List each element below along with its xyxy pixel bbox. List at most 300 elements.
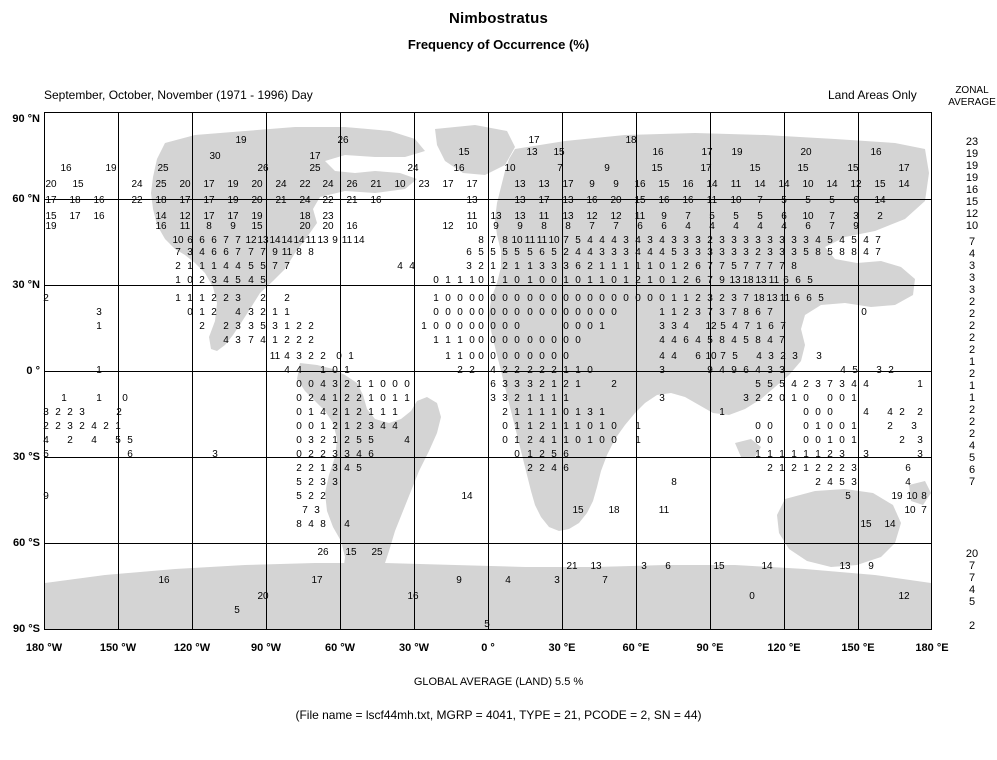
grid-cell-value: 4 <box>709 221 715 232</box>
xtick-30e: 30 °E <box>548 642 576 654</box>
grid-cell-value: 22 <box>322 195 334 206</box>
grid-cell-value: 1 <box>779 449 785 460</box>
grid-cell-value: 2 <box>79 421 85 432</box>
grid-cell-value: 3 <box>671 321 677 332</box>
grid-cell-value: 1 <box>539 393 545 404</box>
grid-cell-value: 2 <box>887 421 893 432</box>
grid-cell-value: 2 <box>839 463 845 474</box>
grid-cell-value: 3 <box>707 247 713 258</box>
grid-cell-value: 5 <box>115 435 121 446</box>
grid-cell-value: 5 <box>743 335 749 346</box>
grid-cell-value: 2 <box>502 261 508 272</box>
grid-cell-value: 21 <box>566 561 578 572</box>
grid-cell-value: 0 <box>635 293 641 304</box>
grid-cell-value: 5 <box>484 619 490 630</box>
grid-cell-value: 2 <box>877 211 883 222</box>
grid-cell-value: 2 <box>527 463 533 474</box>
coverage-label: Land Areas Only <box>828 88 917 102</box>
grid-cell-value: 0 <box>527 307 533 318</box>
grid-cell-value: 23 <box>322 211 334 222</box>
grid-cell-value: 2 <box>308 351 314 362</box>
grid-cell-value: 4 <box>695 335 701 346</box>
grid-cell-value: 15 <box>345 547 357 558</box>
grid-cell-value: 14 <box>761 561 773 572</box>
grid-cell-value: 5 <box>755 379 761 390</box>
grid-cell-value: 9 <box>517 221 523 232</box>
grid-cell-value: 0 <box>296 379 302 390</box>
grid-cell-value: 0 <box>478 321 484 332</box>
grid-cell-value: 6 <box>783 275 789 286</box>
grid-cell-value: 6 <box>695 261 701 272</box>
grid-cell-value: 9 <box>43 491 49 502</box>
grid-cell-value: 20 <box>251 179 263 190</box>
grid-cell-value: 17 <box>203 195 215 206</box>
zonal-average-value: 19 <box>965 148 979 160</box>
grid-cell-value: 20 <box>45 179 57 190</box>
grid-cell-value: 2 <box>308 321 314 332</box>
grid-cell-value: 17 <box>227 211 239 222</box>
zonal-average-value: 5 <box>968 596 976 608</box>
grid-cell-value: 12 <box>898 591 910 602</box>
grid-cell-value: 1 <box>587 275 593 286</box>
grid-cell-value: 2 <box>707 235 713 246</box>
grid-cell-value: 3 <box>502 379 508 390</box>
xtick-120e: 120 °E <box>767 642 801 654</box>
grid-cell-value: 6 <box>127 449 133 460</box>
grid-cell-value: 16 <box>453 163 465 174</box>
grid-cell-value: 7 <box>767 261 773 272</box>
grid-cell-value: 16 <box>60 163 72 174</box>
grid-cell-value: 8 <box>851 247 857 258</box>
grid-cell-value: 9 <box>613 179 619 190</box>
grid-cell-value: 5 <box>527 247 533 258</box>
grid-cell-value: 9 <box>230 221 236 232</box>
grid-cell-value: 2 <box>344 379 350 390</box>
grid-cell-value: 4 <box>840 365 846 376</box>
grid-cell-value: 6 <box>781 211 787 222</box>
grid-cell-value: 1 <box>445 335 451 346</box>
grid-cell-value: 3 <box>779 235 785 246</box>
grid-cell-value: 7 <box>490 235 496 246</box>
grid-cell-value: 4 <box>43 435 49 446</box>
grid-cell-value: 1 <box>320 421 326 432</box>
grid-cell-value: 10 <box>730 195 742 206</box>
grid-cell-value: 9 <box>456 575 462 586</box>
grid-cell-value: 5 <box>356 435 362 446</box>
grid-cell-value: 6 <box>794 293 800 304</box>
grid-cell-value: 10 <box>904 505 916 516</box>
grid-cell-value: 8 <box>565 221 571 232</box>
zonal-average-value: 2 <box>968 344 976 356</box>
grid-cell-value: 26 <box>337 135 349 146</box>
grid-cell-value: 4 <box>827 477 833 488</box>
grid-cell-value: 2 <box>199 321 205 332</box>
grid-cell-value: 5 <box>732 351 738 362</box>
grid-cell-value: 1 <box>356 379 362 390</box>
grid-cell-value: 3 <box>641 561 647 572</box>
grid-cell-value: 2 <box>43 293 49 304</box>
zonal-average-value: 7 <box>968 560 976 572</box>
grid-cell-value: 2 <box>514 393 520 404</box>
grid-cell-value: 0 <box>187 307 193 318</box>
grid-cell-value: 7 <box>235 235 241 246</box>
grid-cell-value: 17 <box>203 179 215 190</box>
zonal-average-value: 1 <box>968 356 976 368</box>
grid-cell-value: 4 <box>611 235 617 246</box>
grid-cell-value: 13 <box>317 235 329 246</box>
grid-cell-value: 1 <box>551 421 557 432</box>
grid-cell-value: 11 <box>538 211 550 222</box>
grid-cell-value: 0 <box>478 293 484 304</box>
grid-cell-value: 2 <box>587 261 593 272</box>
grid-cell-value: 3 <box>876 365 882 376</box>
grid-cell-value: 1 <box>635 435 641 446</box>
grid-cell-value: 0 <box>587 365 593 376</box>
grid-cell-value: 2 <box>211 307 217 318</box>
grid-cell-value: 25 <box>371 547 383 558</box>
grid-cell-value: 1 <box>659 307 665 318</box>
grid-cell-value: 3 <box>791 247 797 258</box>
grid-cell-value: 5 <box>851 235 857 246</box>
grid-cell-value: 1 <box>445 351 451 362</box>
grid-cell-value: 3 <box>743 393 749 404</box>
grid-cell-value: 2 <box>308 477 314 488</box>
grid-cell-value: 20 <box>800 147 812 158</box>
grid-cell-value: 13 <box>257 235 269 246</box>
grid-cell-value: 5 <box>502 247 508 258</box>
zonal-average-value: 4 <box>968 584 976 596</box>
grid-cell-value: 18 <box>69 195 81 206</box>
zonal-header-line2: AVERAGE <box>948 97 996 108</box>
grid-cell-value: 5 <box>779 379 785 390</box>
grid-cell-value: 5 <box>514 247 520 258</box>
grid-cell-value: 2 <box>755 247 761 258</box>
grid-cell-value: 17 <box>528 135 540 146</box>
xtick-90w: 90 °W <box>250 642 282 654</box>
grid-cell-value: 1 <box>551 393 557 404</box>
zonal-average-value: 12 <box>965 208 979 220</box>
grid-cell-value: 0 <box>502 321 508 332</box>
grid-cell-value: 3 <box>719 247 725 258</box>
grid-cell-value: 19 <box>105 163 117 174</box>
grid-cell-value: 4 <box>296 365 302 376</box>
grid-cell-value: 2 <box>211 293 217 304</box>
grid-cell-value: 8 <box>719 335 725 346</box>
grid-cell-value: 0 <box>187 275 193 286</box>
grid-cell-value: 1 <box>527 261 533 272</box>
grid-cell-value: 0 <box>539 351 545 362</box>
grid-cell-value: 7 <box>302 505 308 516</box>
grid-cell-value: 0 <box>478 275 484 286</box>
zonal-average-value: 4 <box>968 248 976 260</box>
grid-cell-value: 1 <box>332 435 338 446</box>
grid-cell-value: 7 <box>875 235 881 246</box>
grid-cell-value: 6 <box>211 247 217 258</box>
grid-cell-value: 8 <box>815 247 821 258</box>
grid-cell-value: 0 <box>308 421 314 432</box>
zonal-average-value: 3 <box>968 284 976 296</box>
grid-cell-value: 2 <box>260 293 266 304</box>
grid-cell-value: 4 <box>551 463 557 474</box>
grid-cell-value: 9 <box>731 365 737 376</box>
grid-cell-value: 16 <box>652 147 664 158</box>
grid-cell-value: 7 <box>260 247 266 258</box>
grid-cell-value: 1 <box>272 307 278 318</box>
grid-cell-value: 3 <box>235 293 241 304</box>
grid-cell-value: 0 <box>599 293 605 304</box>
grid-cell-value: 2 <box>175 261 181 272</box>
grid-cell-value: 11 <box>536 235 548 246</box>
grid-cell-value: 20 <box>251 195 263 206</box>
grid-cell-value: 3 <box>779 247 785 258</box>
grid-cell-value: 14 <box>706 179 718 190</box>
grid-cell-value: 1 <box>635 261 641 272</box>
grid-cell-value: 2 <box>514 365 520 376</box>
grid-cell-value: 11 <box>779 293 791 304</box>
grid-cell-value: 26 <box>257 163 269 174</box>
grid-cell-value: 2 <box>199 275 205 286</box>
grid-cell-value: 5 <box>551 247 557 258</box>
grid-cell-value: 14 <box>778 179 790 190</box>
grid-cell-value: 0 <box>457 293 463 304</box>
grid-cell-value: 0 <box>839 393 845 404</box>
grid-cell-value: 5 <box>260 261 266 272</box>
grid-cell-value: 1 <box>803 463 809 474</box>
grid-cell-value: 16 <box>682 179 694 190</box>
grid-cell-value: 2 <box>356 393 362 404</box>
grid-cell-value: 3 <box>803 235 809 246</box>
grid-cell-value: 3 <box>815 379 821 390</box>
grid-cell-value: 5 <box>671 247 677 258</box>
grid-cell-value: 9 <box>604 163 610 174</box>
grid-cell-value: 6 <box>806 293 812 304</box>
grid-cell-value: 11 <box>305 235 317 246</box>
grid-cell-value: 14 <box>874 195 886 206</box>
grid-cell-value: 0 <box>445 293 451 304</box>
grid-cell-value: 1 <box>623 275 629 286</box>
grid-cell-value: 10 <box>802 179 814 190</box>
grid-cell-value: 5 <box>845 491 851 502</box>
grid-cell-value: 0 <box>296 393 302 404</box>
grid-cell-value: 24 <box>131 179 143 190</box>
grid-cell-value: 8 <box>671 477 677 488</box>
zonal-average-value: 23 <box>965 136 979 148</box>
grid-cell-value: 10 <box>466 221 478 232</box>
grid-cell-value: 0 <box>380 393 386 404</box>
grid-cell-value: 15 <box>797 163 809 174</box>
grid-cell-value: 4 <box>905 477 911 488</box>
grid-cell-value: 0 <box>659 261 665 272</box>
grid-cell-value: 7 <box>719 261 725 272</box>
grid-cell-value: 4 <box>671 335 677 346</box>
grid-cell-value: 0 <box>502 293 508 304</box>
zonal-average-value: 20 <box>965 548 979 560</box>
grid-cell-value: 3 <box>853 211 859 222</box>
grid-cell-value: 1 <box>332 393 338 404</box>
grid-cell-value: 23 <box>418 179 430 190</box>
grid-cell-value: 1 <box>199 307 205 318</box>
grid-cell-value: 18 <box>742 275 754 286</box>
grid-cell-value: 5 <box>551 449 557 460</box>
grid-cell-value: 1 <box>514 435 520 446</box>
zonal-average-value: 2 <box>968 332 976 344</box>
grid-cell-value: 5 <box>707 335 713 346</box>
grid-cell-value: 8 <box>541 221 547 232</box>
grid-cell-value: 3 <box>743 235 749 246</box>
grid-cell-value: 3 <box>851 463 857 474</box>
grid-cell-value: 0 <box>575 307 581 318</box>
grid-cell-value: 10 <box>172 235 184 246</box>
grid-cell-value: 1 <box>514 421 520 432</box>
grid-cell-value: 22 <box>131 195 143 206</box>
grid-cell-value: 3 <box>344 449 350 460</box>
grid-cell-value: 0 <box>539 335 545 346</box>
grid-cell-value: 3 <box>695 307 701 318</box>
grid-cell-value: 0 <box>755 421 761 432</box>
grid-cell-value: 15 <box>72 179 84 190</box>
grid-cell-value: 6 <box>563 463 569 474</box>
grid-cell-value: 2 <box>683 261 689 272</box>
grid-cell-value: 3 <box>695 235 701 246</box>
grid-cell-value: 11 <box>658 505 670 516</box>
zonal-average-header <box>946 85 997 109</box>
grid-cell-value: 0 <box>611 307 617 318</box>
grid-cell-value: 0 <box>551 307 557 318</box>
grid-cell-value: 4 <box>755 365 761 376</box>
grid-cell-value: 4 <box>659 351 665 362</box>
grid-cell-value: 22 <box>299 179 311 190</box>
grid-cell-value: 4 <box>731 335 737 346</box>
grid-cell-value: 0 <box>490 307 496 318</box>
grid-cell-value: 1 <box>380 407 386 418</box>
grid-cell-value: 17 <box>69 211 81 222</box>
grid-cell-value: 1 <box>272 335 278 346</box>
grid-cell-value: 0 <box>308 379 314 390</box>
grid-cell-value: 2 <box>356 421 362 432</box>
grid-cell-value: 1 <box>187 261 193 272</box>
grid-cell-value: 1 <box>551 435 557 446</box>
grid-cell-value: 1 <box>647 275 653 286</box>
grid-cell-value: 5 <box>757 211 763 222</box>
grid-cell-value: 17 <box>45 195 57 206</box>
grid-cell-value: 12 <box>245 235 257 246</box>
grid-cell-value: 0 <box>527 293 533 304</box>
grid-cell-value: 19 <box>227 195 239 206</box>
grid-cell-value: 8 <box>296 519 302 530</box>
grid-cell-value: 1 <box>851 393 857 404</box>
grid-cell-value: 15 <box>874 179 886 190</box>
zonal-average-value: 16 <box>965 184 979 196</box>
grid-cell-value: 6 <box>905 463 911 474</box>
grid-cell-value: 7 <box>743 293 749 304</box>
grid-cell-value: 3 <box>683 235 689 246</box>
grid-cell-value: 1 <box>851 435 857 446</box>
grid-cell-value: 1 <box>320 463 326 474</box>
grid-cell-value: 2 <box>332 421 338 432</box>
zonal-average-value: 4 <box>968 440 976 452</box>
grid-cell-value: 1 <box>527 393 533 404</box>
grid-cell-value: 2 <box>308 463 314 474</box>
grid-cell-value: 15 <box>713 561 725 572</box>
grid-cell-value: 1 <box>671 307 677 318</box>
grid-cell-value: 1 <box>815 421 821 432</box>
grid-cell-value: 1 <box>187 293 193 304</box>
grid-cell-value: 11 <box>706 195 718 206</box>
grid-cell-value: 17 <box>311 575 323 586</box>
grid-cell-value: 4 <box>887 407 893 418</box>
grid-cell-value: 1 <box>779 463 785 474</box>
grid-cell-value: 0 <box>332 365 338 376</box>
xtick-90e: 90 °E <box>696 642 724 654</box>
grid-cell-value: 3 <box>623 247 629 258</box>
grid-cell-value: 10 <box>394 179 406 190</box>
zonal-average-value: 19 <box>965 160 979 172</box>
grid-cell-value: 1 <box>96 321 102 332</box>
grid-cell-value: 8 <box>791 261 797 272</box>
grid-cell-value: 1 <box>368 393 374 404</box>
global-average-label: GLOBAL AVERAGE (LAND) 5.5 % <box>413 676 584 688</box>
grid-cell-value: 1 <box>551 379 557 390</box>
grid-cell-value: 1 <box>917 379 923 390</box>
grid-cell-value: 0 <box>502 435 508 446</box>
grid-cell-value: 14 <box>269 235 281 246</box>
grid-cell-value: 3 <box>767 365 773 376</box>
grid-cell-value: 5 <box>805 195 811 206</box>
zonal-average-value: 3 <box>968 272 976 284</box>
grid-cell-value: 6 <box>223 247 229 258</box>
grid-cell-value: 7 <box>829 221 835 232</box>
grid-cell-value: 6 <box>795 275 801 286</box>
grid-cell-value: 4 <box>397 261 403 272</box>
ytick-30s: 30 °S <box>12 451 40 463</box>
grid-cell-value: 11 <box>281 247 293 258</box>
grid-cell-value: 2 <box>308 393 314 404</box>
grid-cell-value: 17 <box>309 151 321 162</box>
page-title: Nimbostratus <box>448 10 549 27</box>
grid-cell-value: 7 <box>563 235 569 246</box>
grid-cell-value: 5 <box>829 195 835 206</box>
grid-cell-value: 14 <box>461 491 473 502</box>
grid-cell-value: 5 <box>733 211 739 222</box>
grid-cell-value: 6 <box>695 275 701 286</box>
grid-cell-value: 3 <box>839 379 845 390</box>
grid-cell-value: 3 <box>671 235 677 246</box>
grid-cell-value: 1 <box>599 421 605 432</box>
grid-cell-value: 1 <box>469 275 475 286</box>
grid-cell-value: 3 <box>767 247 773 258</box>
grid-cell-value: 17 <box>538 195 550 206</box>
xtick-60w: 60 °W <box>324 642 356 654</box>
grid-cell-value: 4 <box>320 379 326 390</box>
grid-cell-value: 0 <box>457 307 463 318</box>
xtick-150e: 150 °E <box>841 642 875 654</box>
grid-cell-value: 17 <box>701 147 713 158</box>
grid-cell-value: 3 <box>332 449 338 460</box>
grid-cell-value: 4 <box>719 365 725 376</box>
grid-cell-value: 0 <box>469 351 475 362</box>
grid-cell-value: 15 <box>251 221 263 232</box>
grid-cell-value: 0 <box>611 275 617 286</box>
grid-cell-value: 24 <box>322 179 334 190</box>
grid-cell-value: 0 <box>827 393 833 404</box>
grid-cell-value: 5 <box>234 605 240 616</box>
grid-cell-value: 0 <box>827 407 833 418</box>
grid-cell-value: 0 <box>469 293 475 304</box>
grid-cell-value: 1 <box>457 275 463 286</box>
grid-cell-value: 3 <box>659 321 665 332</box>
grid-cell-value: 0 <box>779 393 785 404</box>
grid-cell-value: 19 <box>227 179 239 190</box>
